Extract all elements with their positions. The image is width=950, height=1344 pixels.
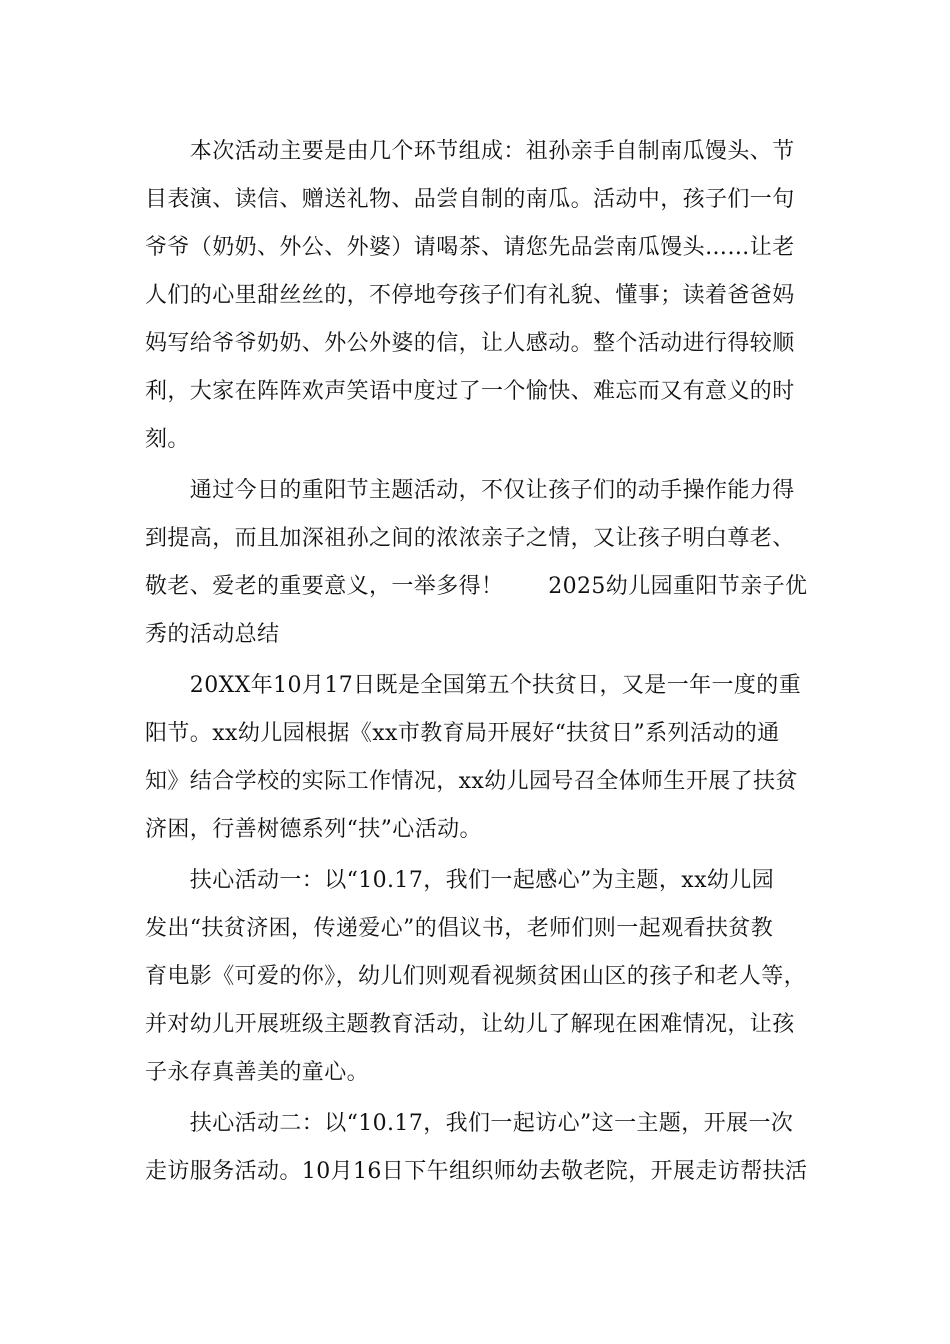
text-line: 刻。 — [145, 427, 190, 452]
paragraph-summary — [145, 467, 810, 659]
paragraph-activity-one — [145, 857, 810, 1097]
text-line: 到提高，而且加深祖孙之间的浓浓亲子之情，又让孩子明白尊老、 — [145, 526, 795, 551]
text-line: 本次活动主要是由几个环节组成：祖孙亲手自制南瓜馒头、节 — [145, 139, 795, 164]
text-line: 20XX年10月17日既是全国第五个扶贫日，又是一年一度的重 — [145, 673, 802, 698]
text-line: 知》结合学校的实际工作情况，xx幼儿园号召全体师生开展了扶贫 — [145, 769, 798, 794]
text-line: 目表演、读信、赠送礼物、品尝自制的南瓜。活动中，孩子们一句 — [145, 187, 795, 212]
paragraph-activity-segments — [145, 128, 810, 464]
text-line: 扶心活动二：以“10.17，我们一起访心”这一主题，开展一次 — [145, 1111, 794, 1136]
text-line: 秀的活动总结 — [145, 622, 280, 647]
document-body — [145, 128, 810, 1199]
text-line: 阳节。xx幼儿园根据《xx市教育局开展好“扶贫日”系列活动的通 — [145, 721, 780, 746]
text-line: 敬老、爱老的重要意义，一举多得！ 2025幼儿园重阳节亲子优 — [145, 574, 808, 599]
paragraph-poverty-day — [145, 662, 810, 854]
text-line: 育电影《可爱的你》，幼儿们则观看视频贫困山区的孩子和老人等， — [145, 964, 807, 989]
text-line: 济困，行善树德系列“扶”心活动。 — [145, 817, 482, 842]
text-line: 通过今日的重阳节主题活动，不仅让孩子们的动手操作能力得 — [145, 478, 795, 503]
text-line: 发出“扶贫济困，传递爱心”的倡议书，老师们则一起观看扶贫教 — [145, 916, 774, 941]
text-line: 妈写给爷爷奶奶、外公外婆的信，让人感动。整个活动进行得较顺 — [145, 331, 795, 356]
text-line: 爷爷（奶奶、外公、外婆）请喝茶、请您先品尝南瓜馒头……让老 — [145, 235, 795, 260]
text-line: 人们的心里甜丝丝的，不停地夸孩子们有礼貌、懂事；读着爸爸妈 — [145, 283, 795, 308]
text-line: 扶心活动一：以“10.17，我们一起感心”为主题，xx幼儿园 — [145, 868, 775, 893]
text-line: 利，大家在阵阵欢声笑语中度过了一个愉快、难忘而又有意义的时 — [145, 379, 795, 404]
text-line: 并对幼儿开展班级主题教育活动，让幼儿了解现在困难情况，让孩 — [145, 1012, 795, 1037]
paragraph-activity-two — [145, 1100, 810, 1196]
text-line: 走访服务活动。10月16日下午组织师幼去敬老院，开展走访帮扶活 — [145, 1159, 808, 1184]
text-line: 子永存真善美的童心。 — [145, 1060, 370, 1085]
